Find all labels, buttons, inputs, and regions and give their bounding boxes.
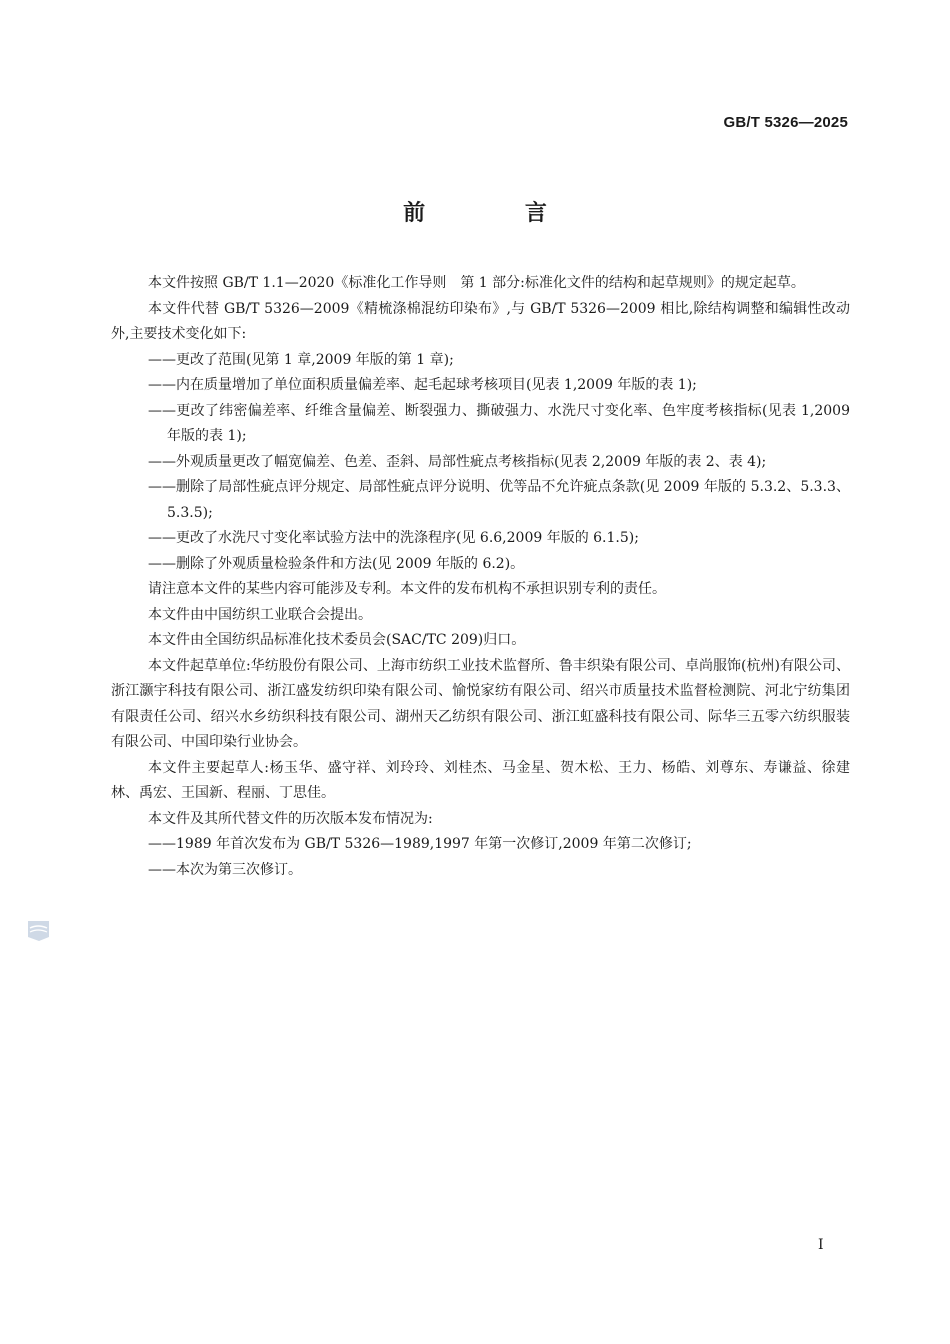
paragraph: 本文件按照 GB/T 1.1—2020《标准化工作导则 第 1 部分:标准化文件的结构和起草规则》的规定起草。 xyxy=(148,275,805,291)
paragraph: 本文件及其所代替文件的历次版本发布情况为: xyxy=(148,810,433,827)
paragraph: 请注意本文件的某些内容可能涉及专利。本文件的发布机构不承担识别专利的责任。 xyxy=(148,581,666,597)
paragraph: 本文件起草单位:华纺股份有限公司、上海市纺织工业技术监督所、鲁丰织染有限公司、卓尚服饰(杭州)有限公司、浙江灏宇科技有限公司、浙江盛发纺织印染有限公司、愉悦家纺有限公司、绍兴市质量技术监督检测院、河北宁纺集团有限责任公司、绍兴水乡纺织科技有限公司、湖州天乙纺织有限公司、浙江虹盛科技有限公司、际华三五零六纺织服装有限公司、中国印染行业协会。 xyxy=(111,657,850,750)
change-list-item: ——删除了外观质量检验条件和方法(见 2009 年版的 6.2)。 xyxy=(148,555,525,572)
paragraph: 本文件代替 GB/T 5326—2009《精梳涤棉混纺印染布》,与 GB/T 5326—2009 相比,除结构调整和编辑性改动外,主要技术变化如下: xyxy=(111,300,850,342)
change-list-item: ——删除了局部性疵点评分规定、局部性疵点评分说明、优等品不允许疵点条款(见 2009 年版的 5.3.2、5.3.3、5.3.5); xyxy=(148,479,850,521)
history-list-item: ——1989 年首次发布为 GB/T 5326—1989,1997 年第一次修订,2009 年第二次修订; xyxy=(148,836,692,852)
foreword-body xyxy=(111,271,850,883)
paragraph: 本文件由中国纺织工业联合会提出。 xyxy=(148,606,372,623)
change-list-item: ——更改了纬密偏差率、纤维含量偏差、断裂强力、撕破强力、水洗尺寸变化率、色牢度考核指标(见表 1,2009 年版的表 1); xyxy=(148,402,850,444)
page-number: I xyxy=(818,1237,824,1253)
change-list-item: ——外观质量更改了幅宽偏差、色差、歪斜、局部性疵点考核指标(见表 2,2009 年版的表 2、表 4); xyxy=(148,453,767,470)
paragraph: 本文件由全国纺织品标准化技术委员会(SAC/TC 209)归口。 xyxy=(148,632,526,648)
change-list-item: ——内在质量增加了单位面积质量偏差率、起毛起球考核项目(见表 1,2009 年版的表 1); xyxy=(148,377,697,393)
history-list-item: ——本次为第三次修订。 xyxy=(148,861,302,878)
sac-logo-icon xyxy=(25,918,52,943)
paragraph: 本文件主要起草人:杨玉华、盛守祥、刘玲玲、刘桂杰、马金星、贺木松、王力、杨皓、刘尊东、寿谦益、徐建林、禹宏、王国新、程丽、丁思佳。 xyxy=(111,759,850,801)
standard-number: GB/T 5326—2025 xyxy=(723,114,848,131)
page-title: 前 言 xyxy=(403,201,593,226)
change-list-item: ——更改了水洗尺寸变化率试验方法中的洗涤程序(见 6.6,2009 年版的 6.1.5); xyxy=(148,530,639,546)
change-list-item: ——更改了范围(见第 1 章,2009 年版的第 1 章); xyxy=(148,351,454,368)
